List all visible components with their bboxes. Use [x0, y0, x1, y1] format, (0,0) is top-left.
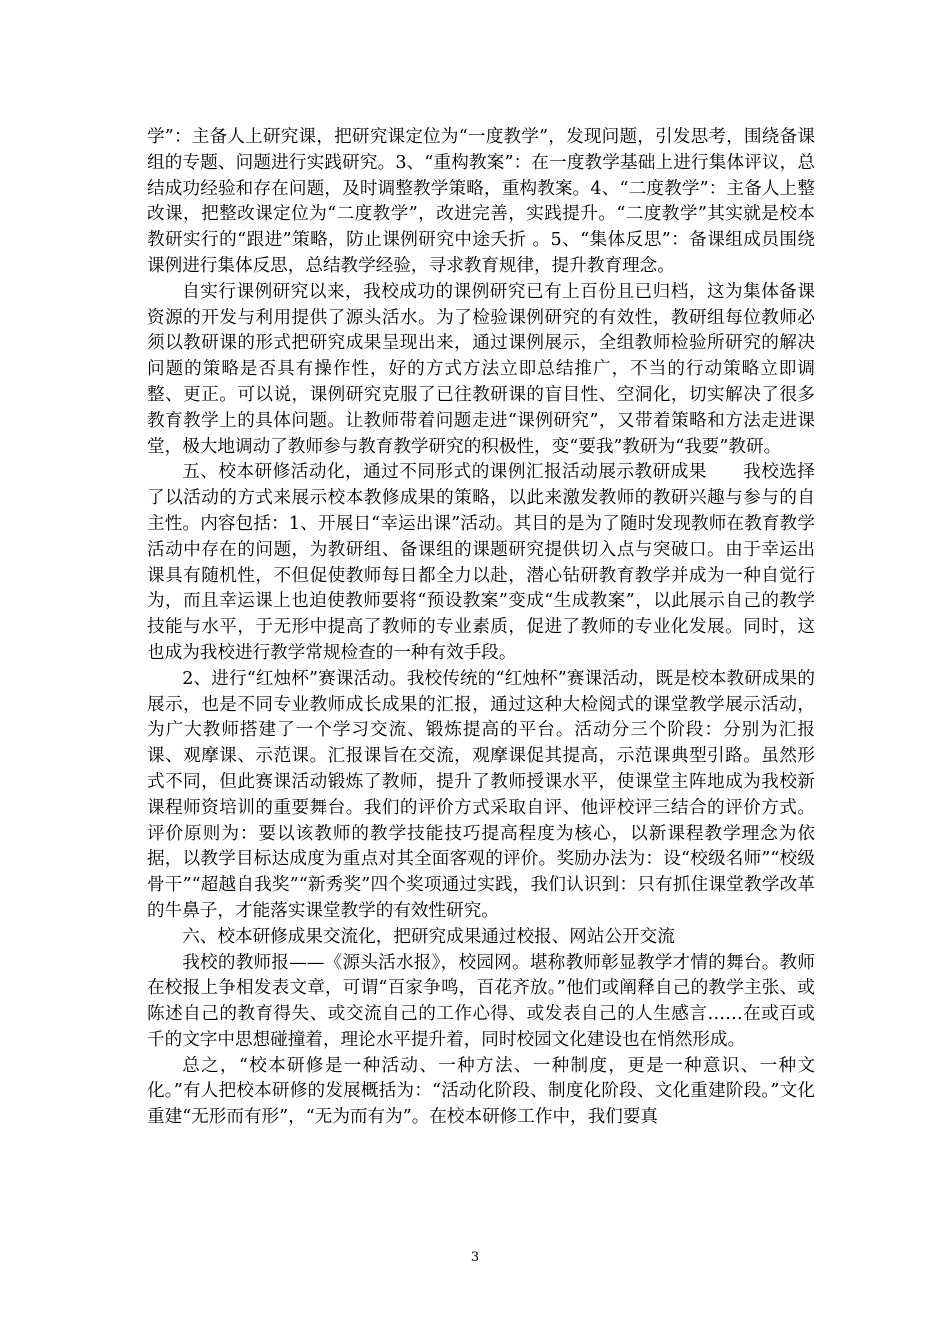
body-text	[147, 125, 815, 1131]
paragraph-continuation: 学”：主备人上研究课，把研究课定位为“一度教学”，发现问题，引发思考，围绕备课组的专题、问题进行实践研究。3、“重构教案”：在一度教学基础上进行集体评议，总结成功经验和存在问题，及时调整教学策略，重构教案。4、“二度教学”：主备人上整改课，把整改课定位为“二度教学”，改进完善，实践提升。“二度教学”其实就是校本教研实行的“跟进”策略，防止课例研究中途夭折 。5、“集体反思”：备课组成员围绕课例进行集体反思，总结教学经验，寻求教育规律，提升教育理念。	[147, 127, 815, 276]
paragraph-conclusion: 总之，“校本研修是一种活动、一种方法、一种制度，更是一种意识、一种文化。”有人把校本研修的发展概括为：“活动化阶段、制度化阶段、文化重建阶段。”文化重建“无形而有形”，“无为而有为”。在校本研修工作中，我们要真	[147, 1055, 815, 1128]
paragraph-section-five: 五、校本研修活动化，通过不同形式的课例汇报活动展示教研成果 我校选择了以活动的方式来展示校本教修成果的策略，以此来激发教师的教研兴趣与参与的自主性。内容包括：1、开展日“幸运出课”活动。其目的是为了随时发现教师在教育教学活动中存在的问题，为教研组、备课组的课题研究提供切入点与突破口。由于幸运出课具有随机性，不但促使教师每日都全力以赴，潜心钻研教育教学并成为一种自觉行为，而且幸运课上也迫使教师要将“预设教案”变成“生成教案”，以此展示自己的教学技能与水平，于无形中提高了教师的专业素质，促进了教师的专业化发展。同时，这也成为我校进行教学常规检查的一种有效手段。	[147, 462, 815, 663]
paragraph-case-study-results: 自实行课例研究以来，我校成功的课例研究已有上百份且已归档，这为集体备课资源的开发与利用提供了源头活水。为了检验课例研究的有效性，教研组每位教师必须以教研课的形式把研究成果呈现出来，通过课例展示，全组教师检验所研究的解决问题的策略是否具有操作性，好的方式方法立即总结推广，不当的行动策略立即调整、更正。可以说，课例研究克服了已往教研课的盲目性、空洞化，切实解决了很多教育教学上的具体问题。让教师带着问题走进“课例研究”，又带着策略和方法走进课堂，极大地调动了教师参与教育教学研究的积极性，变“要我”教研为“我要”教研。	[147, 281, 815, 457]
paragraph-red-candle-cup: 2、进行“红烛杯”赛课活动。我校传统的“红烛杯”赛课活动，既是校本教研成果的展示，也是不同专业教师成长成果的汇报，通过这种大检阅式的课堂教学展示活动，为广大教师搭建了一个学习交流、锻炼提高的平台。活动分三个阶段：分别为汇报课、观摩课、示范课。汇报课旨在交流，观摩课促其提高，示范课典型引路。虽然形式不同，但此赛课活动锻炼了教师，提升了教师授课水平，使课堂主阵地成为我校新课程师资培训的重要舞台。我们的评价方式采取自评、他评校评三结合的评价方式。评价原则为：要以该教师的教学技能技巧提高程度为核心，以新课程教学理念为依据，以教学目标达成度为重点对其全面客观的评价。奖励办法为：设“校级名师”“校级骨干”“超越自我奖”“新秀奖”四个奖项通过实践，我们认识到：只有抓住课堂教学改革的牛鼻子，才能落实课堂教学的有效性研究。	[147, 668, 815, 921]
page-number: 3	[470, 1250, 480, 1265]
paragraph-school-newspaper: 我校的教师报——《源头活水报》，校园网。堪称教师彰显教学才情的舞台。教师在校报上争相发表文章，可谓“百家争鸣，百花齐放。”他们或阐释自己的教学主张、或陈述自己的教育得失、或交流自己的工作心得、或发表自己的人生感言……在或百或千的文字中思想碰撞着，理论水平提升着，同时校园文化建设也在悄然形成。	[147, 952, 815, 1050]
section-six-heading: 六、校本研修成果交流化，把研究成果通过校报、网站公开交流	[182, 926, 675, 947]
